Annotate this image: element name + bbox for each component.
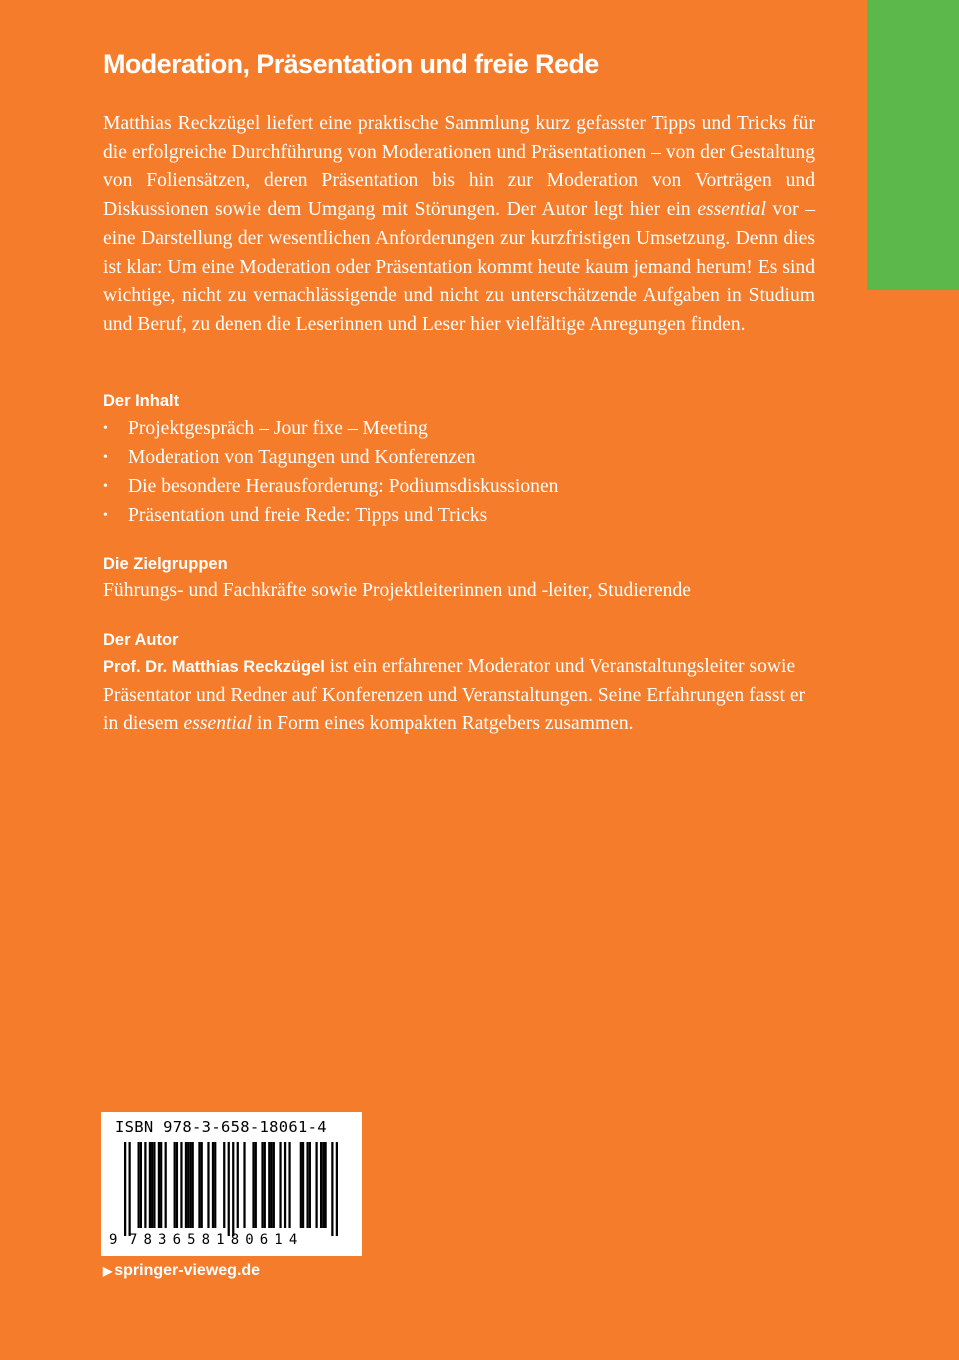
author-emphasis: essential [183, 713, 253, 735]
barcode-bar [160, 1142, 162, 1228]
barcode-bar [207, 1142, 209, 1228]
barcode-first-digit: 9 [109, 1232, 118, 1248]
barcode-bar [315, 1142, 317, 1228]
bullet-icon: • [103, 450, 108, 465]
barcode-bar [284, 1142, 286, 1228]
barcode-bar [320, 1142, 322, 1228]
barcode-bar [189, 1142, 191, 1228]
barcode-bar [153, 1142, 155, 1228]
bullet-icon: • [103, 421, 108, 436]
publisher-link-text: springer-vieweg.de [114, 1262, 261, 1279]
isbn-barcode [101, 1112, 362, 1256]
play-arrow-icon: ▶ [103, 1264, 113, 1278]
barcode-bar [124, 1142, 126, 1236]
barcode-bar [237, 1142, 239, 1228]
description-paragraph [103, 110, 815, 340]
author-paragraph [103, 653, 815, 739]
barcode-bar [144, 1142, 146, 1228]
list-item: • Projektgespräch – Jour fixe – Meeting [103, 414, 558, 443]
bullet-icon: • [103, 508, 108, 523]
list-item: • Präsentation und freie Rede: Tipps und Tricks [103, 501, 558, 530]
barcode-bar [176, 1142, 178, 1228]
author-name: Prof. Dr. Matthias Reckzügel [103, 658, 325, 676]
book-title: Moderation, Präsentation und freie Rede [103, 49, 599, 79]
isbn-label: ISBN 978-3-658-18061-4 [115, 1118, 327, 1136]
publisher-link[interactable] [103, 1262, 260, 1280]
barcode-bar [309, 1142, 311, 1228]
barcode-bar [201, 1142, 203, 1228]
barcode-bar [268, 1142, 270, 1228]
barcode-bar [331, 1142, 333, 1236]
barcode-bar [300, 1142, 302, 1228]
list-item: • Moderation von Tagungen und Konferenzen [103, 443, 558, 472]
barcode-bar [252, 1142, 254, 1228]
audience-text: Führungs- und Fachkräfte sowie Projektleiterinnen und -leiter, Studierende [103, 580, 691, 601]
description-part-1: Matthias Reckzügel liefert eine praktische Sammlung kurz gefasster Tipps und Tricks für die erfolgreiche Durchführung von Moderationen und Präsentationen – von der Gestaltung von Foliensätzen, deren Präsentation bis hin zur Moderation von Vorträgen und Diskussionen sowie dem Umgang mit Störungen. Der Autor legt hier ein [103, 113, 815, 221]
barcode-bar [158, 1142, 160, 1228]
barcode-bar [288, 1142, 290, 1228]
content-list [103, 414, 558, 530]
barcode-bar [264, 1142, 266, 1228]
author-text-1: ist ein erfahrener Moderator und Veranstaltungsleiter sowie Präsentator und Redner auf Konferenzen und Veranstaltungen. Seine Erfahrungen fasst er in diesem [103, 656, 806, 735]
barcode-bar [214, 1142, 216, 1228]
barcode-bar [261, 1142, 263, 1228]
barcode-bar [270, 1142, 272, 1228]
barcode-bars [124, 1142, 338, 1236]
author-heading: Der Autor [103, 631, 179, 649]
barcode-bar [212, 1142, 214, 1228]
barcode-digits: 783658180614 [129, 1232, 304, 1248]
barcode-bar [165, 1142, 167, 1228]
barcode-bar [279, 1142, 281, 1228]
barcode-bar [243, 1142, 245, 1228]
description-part-2: vor – eine Darstellung der wesentlichen Anforderungen zur kurzfristigen Umsetzung. Denn dies ist klar: Um eine Moderation oder Präsentation kommt heute kaum jemand herum! Es sind wichtige, nicht zu vernachlässigende und nicht zu unterschätzende Aufgaben in Studium und Beruf, zu denen die Leserinnen und Leser hier vielfältige Anregungen finden. [103, 199, 815, 335]
barcode-bar [149, 1142, 151, 1228]
barcode-bar [336, 1142, 338, 1236]
audience-heading: Die Zielgruppen [103, 555, 228, 573]
list-item: • Die besondere Herausforderung: Podiumsdiskussionen [103, 472, 558, 501]
barcode-bar [140, 1142, 142, 1228]
barcode-bar [185, 1142, 187, 1228]
barcode-bar [198, 1142, 200, 1228]
green-accent-tab [867, 0, 959, 290]
bullet-icon: • [103, 479, 108, 494]
barcode-bar [129, 1142, 131, 1236]
barcode-bar [324, 1142, 326, 1228]
barcode-bar [180, 1142, 182, 1228]
barcode-bar [273, 1142, 275, 1228]
barcode-bar [302, 1142, 304, 1228]
author-text-2: in Form eines kompakten Ratgebers zusammen. [252, 713, 634, 735]
barcode-bar [228, 1142, 230, 1236]
barcode-bar [223, 1142, 225, 1228]
description-emphasis: essential [697, 199, 766, 221]
barcode-bar [322, 1142, 324, 1228]
barcode-bar [187, 1142, 189, 1228]
barcode-bar [151, 1142, 153, 1228]
barcode-bar [306, 1142, 308, 1228]
barcode-bar [138, 1142, 140, 1228]
content-heading: Der Inhalt [103, 392, 180, 410]
barcode-bar [255, 1142, 257, 1228]
barcode-bar [192, 1142, 194, 1228]
barcode-bar [232, 1142, 234, 1236]
barcode-bar [174, 1142, 176, 1228]
